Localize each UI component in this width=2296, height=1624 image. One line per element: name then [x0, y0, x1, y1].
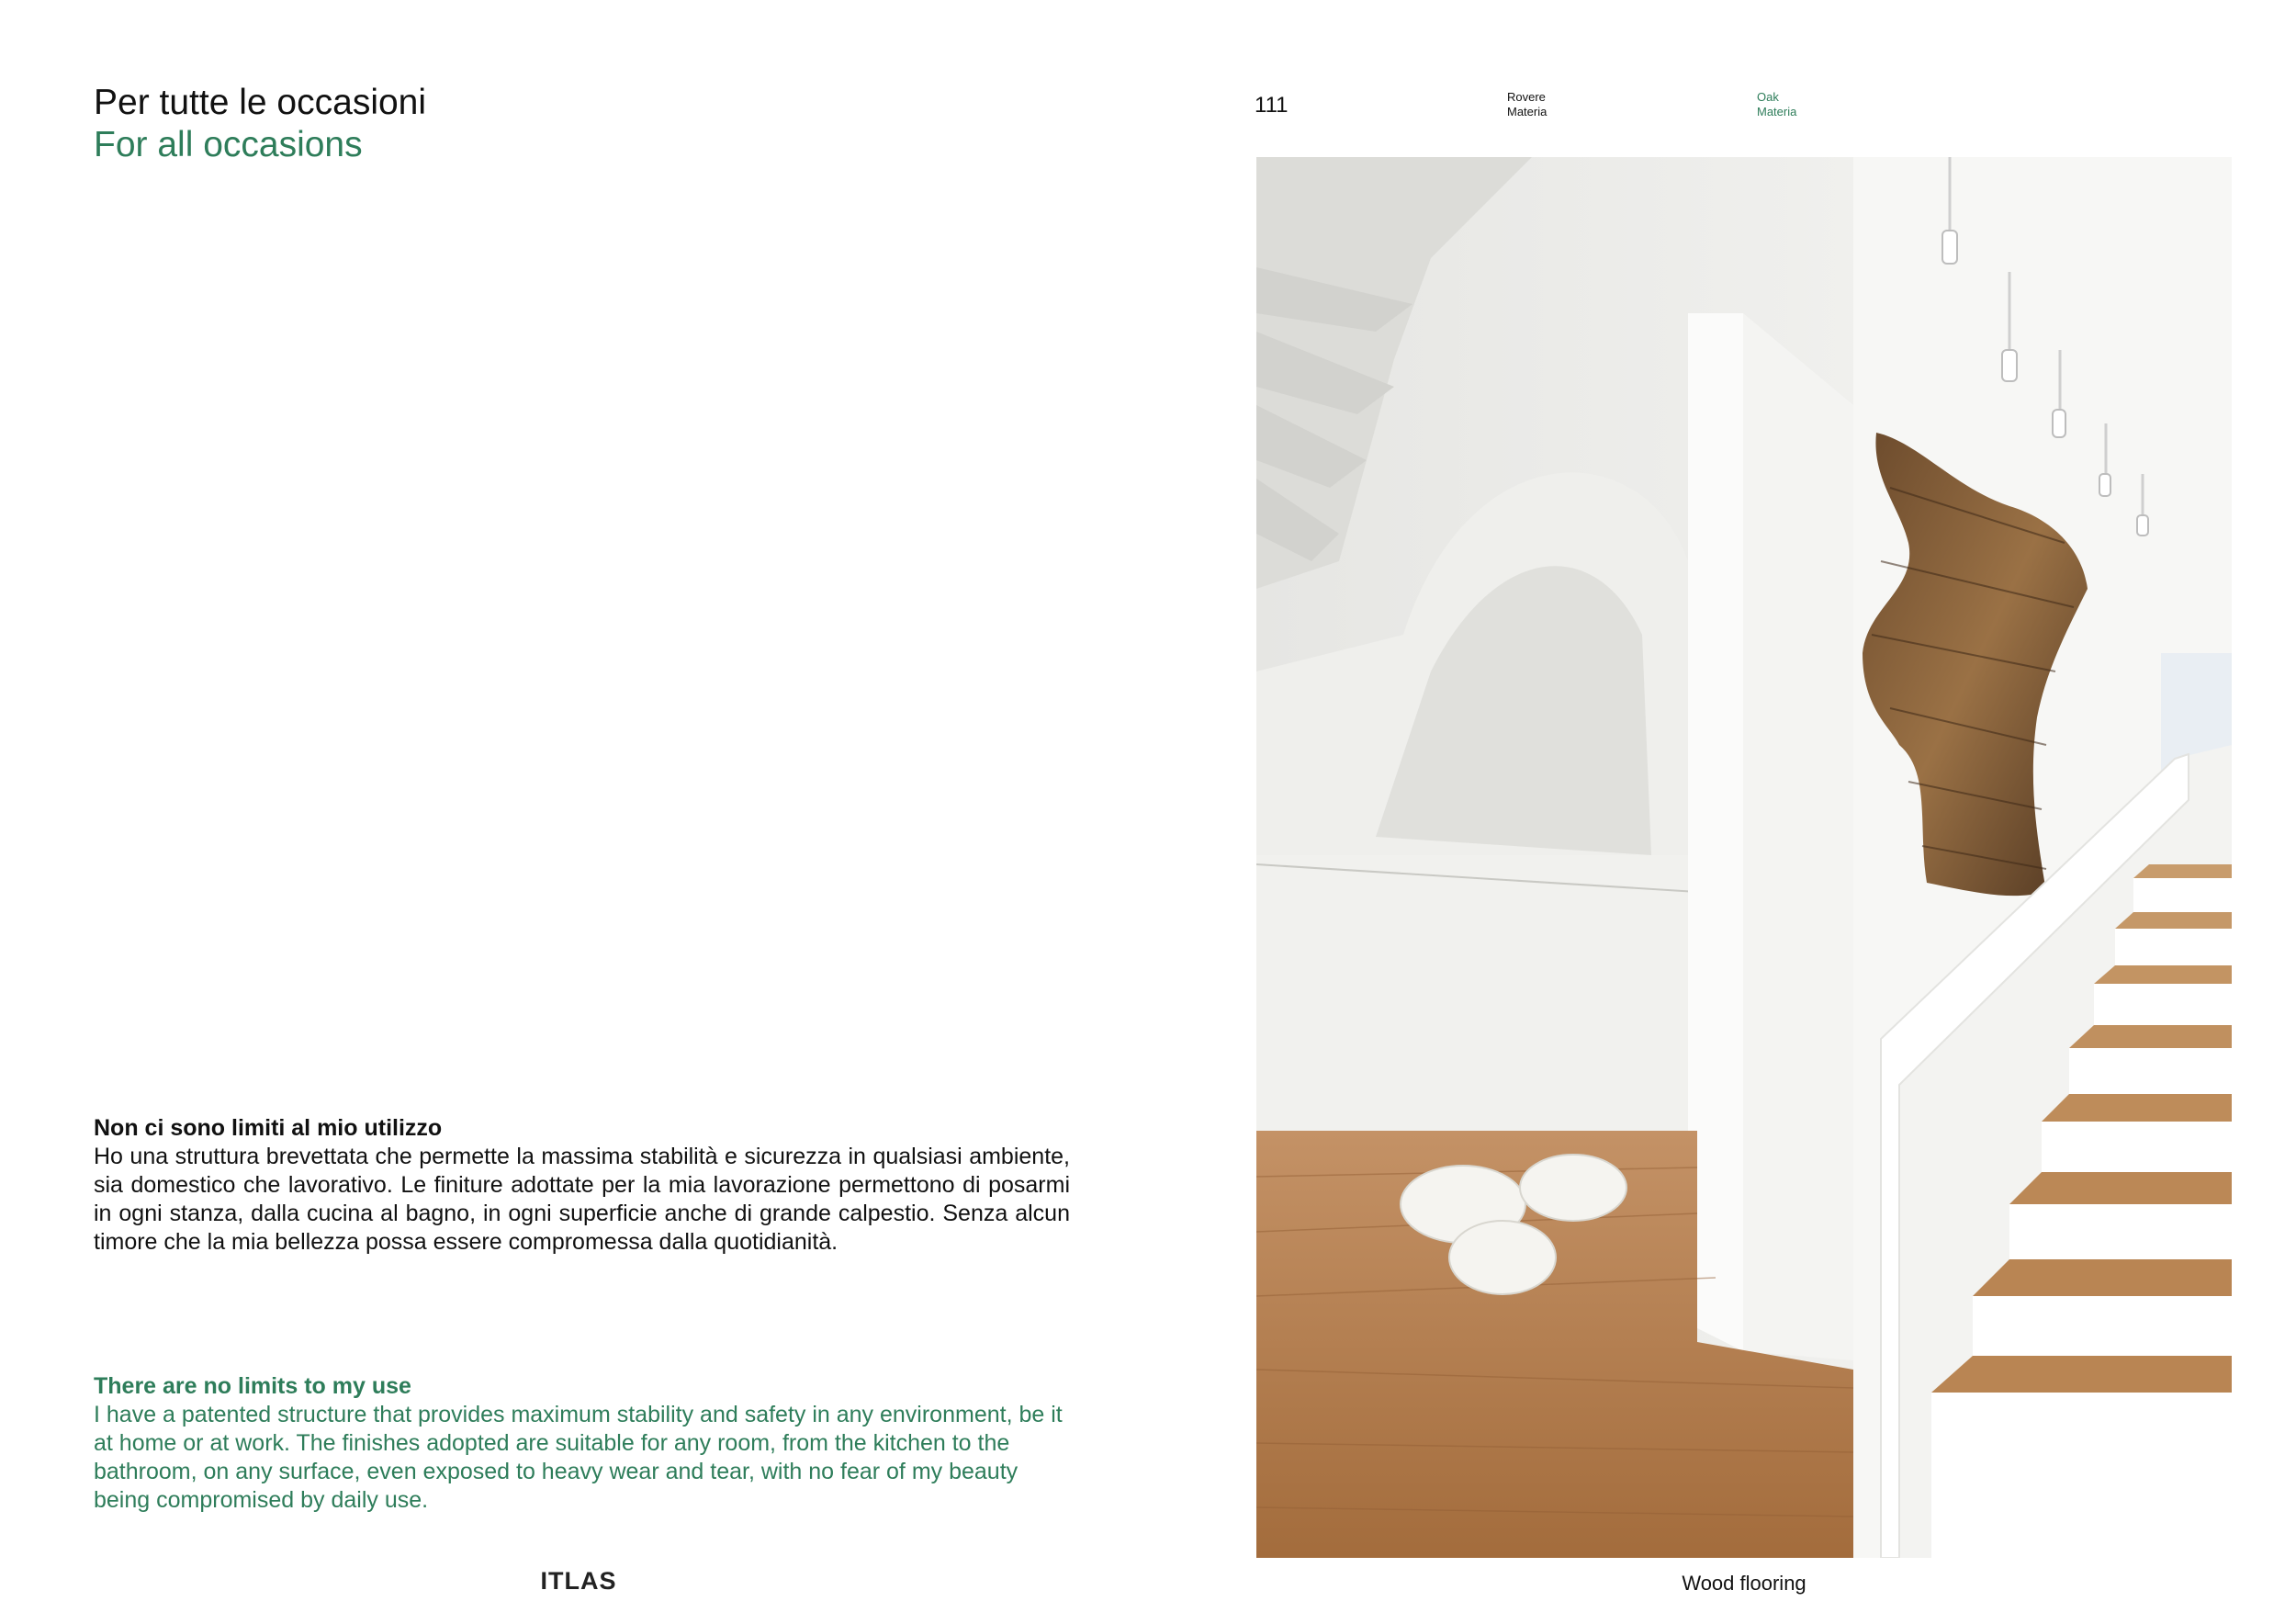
material-spec-italian	[1507, 90, 1547, 119]
material-name-italian: Rovere	[1507, 90, 1546, 104]
material-name-english: Oak	[1757, 90, 1779, 104]
brand-logo: ITLAS	[540, 1567, 617, 1595]
paragraph-italian	[94, 1114, 1070, 1257]
interior-photo	[1256, 157, 2232, 1558]
paragraph-italian-text: Ho una struttura brevettata che permette la massima stabilità e sicurezza in qualsiasi ambiente, sia domestico che lavorativo. Le finiture adottate per la mia lavorazione permettono di posarmi in ogni stanza, dalla cucina al bagno, in ogni superficie anche di grande calpestio. Senza alcun timore che la mia bellezza possa essere compromessa dalla quotidianità.	[94, 1144, 1070, 1255]
page-number: 111	[1255, 93, 1289, 118]
page-title-english: For all occasions	[94, 125, 363, 164]
interior-photo-illustration	[1256, 157, 2232, 1558]
paragraph-english-text: I have a patented structure that provides maximum stability and safety in any environment, be it at home or at work. The finishes adopted are suitable for any room, from the kitchen to the bathroom, on any surface, even exposed to heavy wear and tear, with no fear of my beauty being compromised by daily use.	[94, 1402, 1063, 1513]
paragraph-english	[94, 1372, 1070, 1515]
paragraph-english-title: There are no limits to my use	[94, 1373, 411, 1399]
material-spec-english	[1757, 90, 1796, 119]
material-line-italian: Materia	[1507, 105, 1548, 118]
photo-caption: Wood flooring	[1682, 1572, 1806, 1595]
paragraph-italian-title: Non ci sono limiti al mio utilizzo	[94, 1115, 443, 1141]
page-title-italian: Per tutte le occasioni	[94, 83, 427, 122]
material-line-english: Materia	[1757, 105, 1797, 118]
